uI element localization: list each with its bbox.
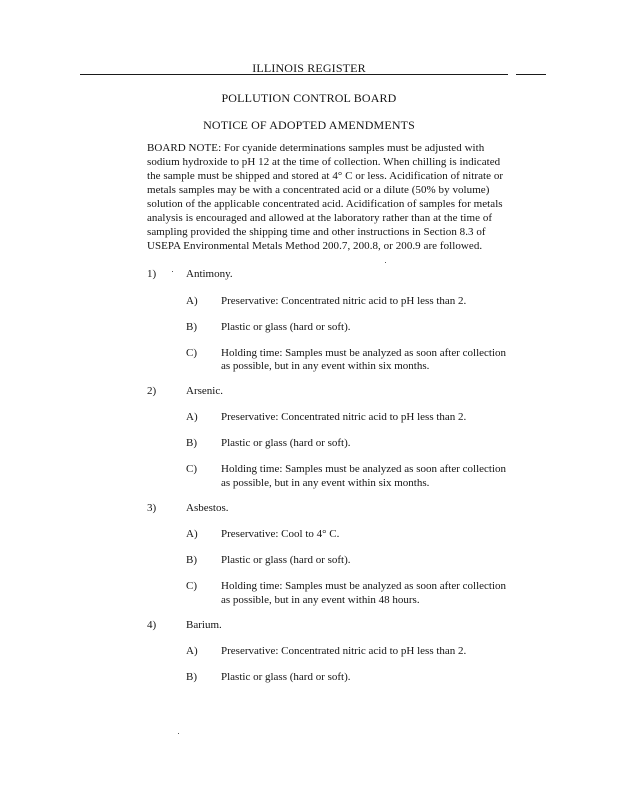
- sub-letter: A): [186, 645, 198, 657]
- register-title: ILLINOIS REGISTER: [252, 61, 366, 75]
- item-name: Arsenic.: [186, 385, 223, 397]
- board-note-line: analysis is encouraged and allowed at the laboratory rather than at the time of: [147, 212, 493, 224]
- sub-letter: A): [186, 411, 198, 423]
- item-number: 4): [147, 619, 157, 631]
- board-note-line: USEPA Environmental Metals Method 200.7, 200.8, or 200.9 are followed.: [147, 240, 483, 252]
- board-title: POLLUTION CONTROL BOARD: [221, 91, 397, 105]
- sub-letter: B): [186, 321, 197, 333]
- sub-text: as possible, but in any event within 48 hours.: [221, 594, 420, 606]
- sub-text: Holding time: Samples must be analyzed as soon after collection: [221, 463, 507, 475]
- sub-text: Preservative: Concentrated nitric acid to pH less than 2.: [221, 645, 467, 657]
- item-name: Asbestos.: [186, 502, 229, 514]
- sub-text: Preservative: Concentrated nitric acid to pH less than 2.: [221, 295, 467, 307]
- sub-letter: A): [186, 295, 198, 307]
- board-note-line: BOARD NOTE: For cyanide determinations samples must be adjusted with: [147, 142, 485, 154]
- item-number: 2): [147, 385, 157, 397]
- sub-letter: B): [186, 437, 197, 449]
- sub-text: Plastic or glass (hard or soft).: [221, 671, 351, 683]
- board-note-line: metals samples may be with a concentrated acid or a dilute (50% by volume): [147, 184, 490, 196]
- sub-letter: C): [186, 347, 197, 359]
- sub-text: Preservative: Cool to 4° C.: [221, 528, 340, 540]
- item-name: Barium.: [186, 619, 222, 631]
- sub-text: Plastic or glass (hard or soft).: [221, 437, 351, 449]
- sub-letter: C): [186, 580, 197, 592]
- item-number: 3): [147, 502, 157, 514]
- board-note-line: sodium hydroxide to pH 12 at the time of collection. When chilling is indicated: [147, 156, 501, 168]
- board-note-line: solution of the applicable concentrated acid. Acidification of samples for metals: [147, 198, 503, 210]
- sub-text: as possible, but in any event within six months.: [221, 477, 430, 489]
- sub-text: Plastic or glass (hard or soft).: [221, 554, 351, 566]
- item-name: Antimony.: [186, 268, 233, 280]
- sub-text: Holding time: Samples must be analyzed as soon after collection: [221, 580, 507, 592]
- sub-text: Holding time: Samples must be analyzed as soon after collection: [221, 347, 507, 359]
- sub-letter: A): [186, 528, 198, 540]
- sub-letter: B): [186, 671, 197, 683]
- scan-speck: [172, 271, 173, 272]
- scan-speck: [178, 733, 179, 734]
- notice-title: NOTICE OF ADOPTED AMENDMENTS: [203, 118, 415, 132]
- sub-letter: B): [186, 554, 197, 566]
- scan-speck: [385, 262, 386, 263]
- sub-text: Preservative: Concentrated nitric acid to pH less than 2.: [221, 411, 467, 423]
- sub-text: as possible, but in any event within six months.: [221, 360, 430, 372]
- sub-letter: C): [186, 463, 197, 475]
- item-number: 1): [147, 268, 157, 280]
- board-note-line: the sample must be shipped and stored at 4° C or less. Acidification of nitrate or: [147, 170, 504, 182]
- board-note-line: sampling provided the shipping time and other instructions in Section 8.3 of: [147, 226, 486, 238]
- sub-text: Plastic or glass (hard or soft).: [221, 321, 351, 333]
